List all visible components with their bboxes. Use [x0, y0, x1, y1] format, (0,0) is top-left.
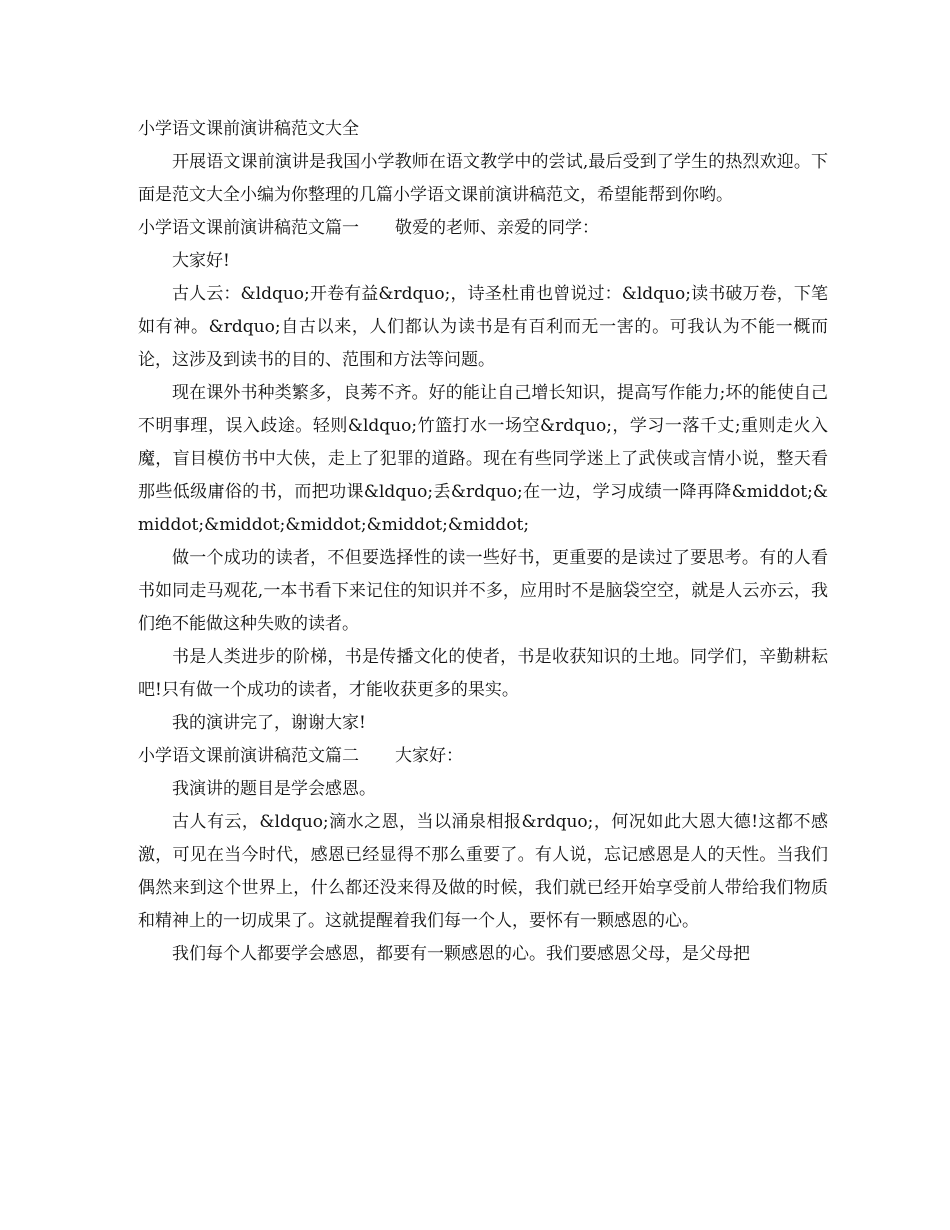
document-title: 小学语文课前演讲稿范文大全 [138, 119, 359, 139]
body-paragraph: 大家好! [172, 251, 230, 271]
body-paragraph: 我的演讲完了，谢谢大家! [172, 713, 366, 733]
body-paragraph: 我们每个人都要学会感恩，都要有一颗感恩的心。我们要感恩父母，是父母把 [172, 944, 750, 964]
section-salutation-1: 敬爱的老师、亲爱的同学： [395, 218, 599, 238]
body-paragraph: 书是人类进步的阶梯，书是传播文化的使者，书是收获知识的土地。同学们，辛勤耕耘吧!只有做一个成功的读者，才能收获更多的果实。 [138, 647, 828, 700]
body-paragraph: 我演讲的题目是学会感恩。 [172, 779, 376, 799]
section-heading-1 [138, 212, 828, 245]
body-paragraph: 古人有云，&ldquo;滴水之恩，当以涌泉相报&rdquo;，何况如此大恩大德!这都不感激，可见在当今时代，感恩已经显得不那么重要了。有人说，忘记感恩是人的天性。当我们偶然来到这个世界上，什么都还没来得及做的时候，我们就已经开始享受前人带给我们物质和精神上的一切成果了。这就提醒着我们每一个人，要怀有一颗感恩的心。 [138, 812, 828, 931]
section-title-1: 小学语文课前演讲稿范文篇一 [138, 218, 359, 238]
body-paragraph: 现在课外书种类繁多，良莠不齐。好的能让自己增长知识，提高写作能力;坏的能使自己不明事理，误入歧途。轻则&ldquo;竹篮打水一场空&rdquo;，学习一落千丈;重则走火入魔，盲目模仿书中大侠，走上了犯罪的道路。现在有些同学迷上了武侠或言情小说，整天看那些低级庸俗的书，而把功课&ldquo;丢&rdquo;在一边，学习成绩一降再降&middot;&middot;&middot;&middot;&middot;&middot; [138, 383, 828, 535]
section-salutation-2: 大家好： [395, 746, 463, 766]
body-paragraph: 做一个成功的读者，不但要选择性的读一些好书，更重要的是读过了要思考。有的人看书如同走马观花,一本书看下来记住的知识并不多，应用时不是脑袋空空，就是人云亦云，我们绝不能做这种失败的读者。 [138, 548, 828, 634]
document-page [138, 113, 828, 971]
section-heading-2 [138, 740, 828, 773]
body-paragraph: 古人云：&ldquo;开卷有益&rdquo;，诗圣杜甫也曾说过：&ldquo;读书破万卷，下笔如有神。&rdquo;自古以来，人们都认为读书是有百利而无一害的。可我认为不能一概而论，这涉及到读书的目的、范围和方法等问题。 [138, 284, 828, 370]
section-title-2: 小学语文课前演讲稿范文篇二 [138, 746, 359, 766]
intro-paragraph: 开展语文课前演讲是我国小学教师在语文教学中的尝试,最后受到了学生的热烈欢迎。下面是范文大全小编为你整理的几篇小学语文课前演讲稿范文，希望能帮到你哟。 [138, 152, 828, 205]
